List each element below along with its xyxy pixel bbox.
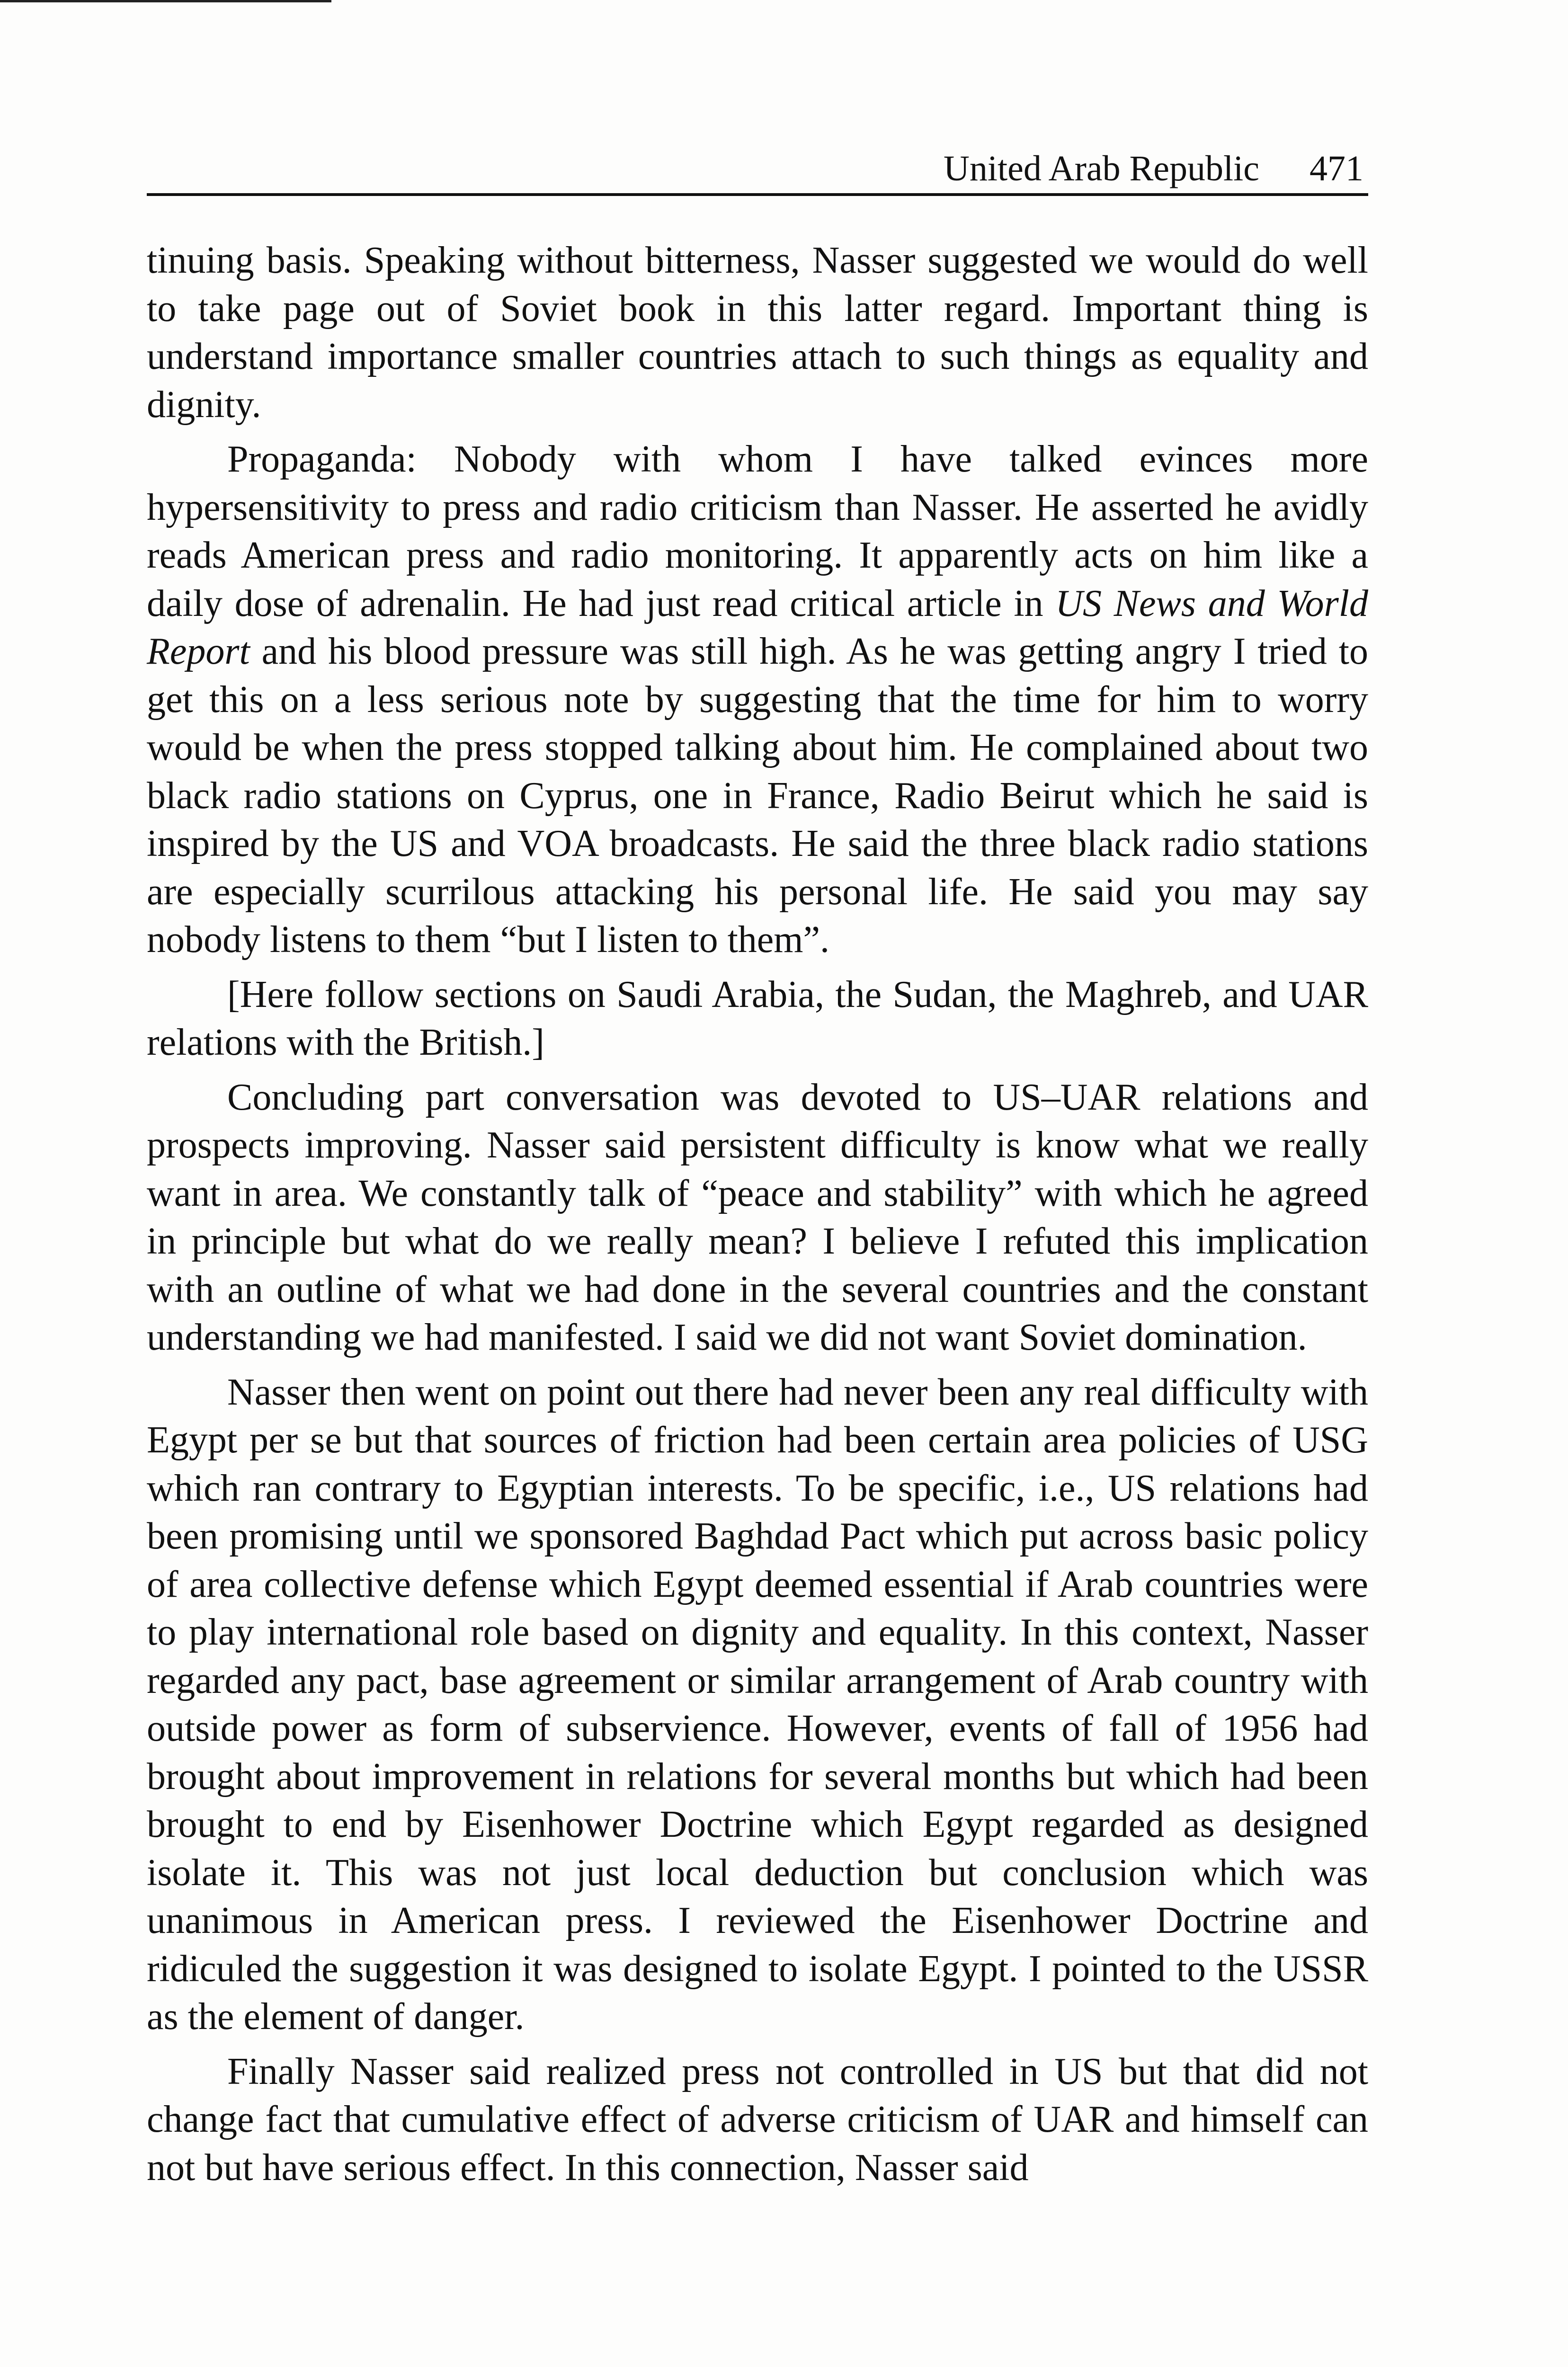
paragraph-concluding: Concluding part conversation was devoted to US–UAR relations and prospects improving. Nasser said persistent difficulty is know what we really want in area. We constantly talk of “peace and stability” with which he agreed in principle but what do we really mean? I believe I refuted this implication with an outline of what we had done in the several countries and the constant understanding we had manifested. I said we did not want Soviet domination.	[147, 1076, 1368, 1358]
scan-edge-rule	[0, 0, 331, 2]
page-number: 471	[1310, 149, 1363, 188]
paragraph-editorial-note: [Here follow sections on Saudi Arabia, the Sudan, the Maghreb, and UAR relations with the British.]	[147, 973, 1368, 1063]
paragraph-propaganda	[147, 436, 1368, 964]
running-header	[147, 137, 1368, 196]
paragraph-propaganda-part1: Propaganda: Nobody with whom I have talked evinces more hypersensitivity to press and radio criticism than Nasser. He asserted he avidly reads American press and radio monitoring. It apparently acts on him like a daily dose of adrenalin. He had just read critical article in	[147, 438, 1368, 624]
paragraph-nasser-then: Nasser then went on point out there had never been any real difficulty with Egypt per se but that sources of friction had been certain area policies of USG which ran contrary to Egyptian interests. To be specific, i.e., US relations had been promising until we sponsored Baghdad Pact which put across basic policy of area collective defense which Egypt deemed essential if Arab countries were to play international role based on dignity and equality. In this context, Nasser regarded any pact, base agreement or similar arrangement of Arab country with outside power as form of subservience. However, events of fall of 1956 had brought about improvement in relations for several months but which had been brought to end by Eisenhower Doctrine which Egypt regarded as designed isolate it. This was not just local deduction but conclusion which was unanimous in American press. I reviewed the Eisenhower Doctrine and ridiculed the suggestion it was designed to isolate Egypt. I pointed to the USSR as the element of danger.	[147, 1371, 1368, 2038]
paragraph-finally: Finally Nasser said realized press not controlled in US but that did not change fact that cumulative effect of adverse criticism of UAR and himself can not but have serious effect. In this connection, Nasser said	[147, 2050, 1368, 2189]
body-text	[147, 237, 1368, 2198]
publication-title: US News and World Report	[147, 582, 1369, 672]
paragraph-continuation: tinuing basis. Speaking without bitterness, Nasser suggested we would do well to take page out of Soviet book in this latter regard. Important thing is understand importance smaller countries attach to such things as equality and dignity.	[147, 240, 1368, 426]
running-header-title: United Arab Republic	[944, 149, 1259, 188]
paragraph-propaganda-part2: and his blood pressure was still high. As he was getting angry I tried to get this on a less serious note by suggesting that the time for him to worry would be when the press stopped talking about him. He complained about two black radio stations on Cyprus, one in France, Radio Beirut which he said is inspired by the US and VOA broadcasts. He said the three black radio stations are especially scurrilous attacking his personal life. He said you may say nobody listens to them “but I listen to them”.	[147, 631, 1368, 961]
